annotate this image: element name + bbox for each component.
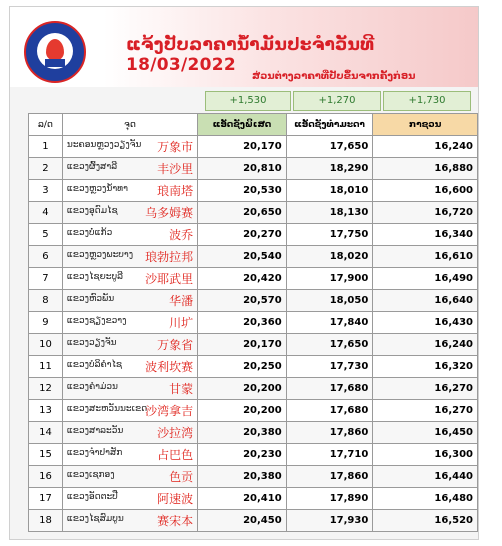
row-number: 3 [29, 180, 63, 202]
price-col-c: 16,520 [373, 510, 478, 532]
price-col-b: 18,050 [286, 290, 373, 312]
province-name-chinese: 沙耶武里 [145, 272, 194, 286]
price-col-c: 16,720 [373, 202, 478, 224]
table-row [29, 268, 478, 290]
province-cell [62, 268, 197, 290]
price-col-c: 16,240 [373, 334, 478, 356]
province-name-lao: ແຂວງຜົ້ງສາລີ [66, 162, 118, 172]
table-row [29, 466, 478, 488]
price-col-c: 16,490 [373, 268, 478, 290]
price-col-a: 20,200 [198, 378, 287, 400]
row-number: 6 [29, 246, 63, 268]
price-col-b: 17,680 [286, 400, 373, 422]
province-name-chinese: 波乔 [169, 228, 194, 242]
price-col-b: 17,650 [286, 334, 373, 356]
table-row [29, 246, 478, 268]
increment-col-c: +1,730 [383, 91, 471, 111]
row-number: 11 [29, 356, 63, 378]
row-number: 4 [29, 202, 63, 224]
province-cell [62, 422, 197, 444]
table-row [29, 224, 478, 246]
price-col-a: 20,380 [198, 466, 287, 488]
price-col-a: 20,270 [198, 224, 287, 246]
table-row [29, 290, 478, 312]
province-cell [62, 136, 197, 158]
province-cell [62, 290, 197, 312]
row-number: 12 [29, 378, 63, 400]
province-name-chinese: 占巴色 [157, 448, 194, 462]
province-cell [62, 158, 197, 180]
province-name-chinese: 万象市 [157, 140, 194, 154]
price-col-b: 17,650 [286, 136, 373, 158]
price-col-a: 20,570 [198, 290, 287, 312]
price-col-a: 20,170 [198, 136, 287, 158]
province-cell [62, 444, 197, 466]
price-col-a: 20,410 [198, 488, 287, 510]
price-col-a: 20,360 [198, 312, 287, 334]
price-col-a: 20,540 [198, 246, 287, 268]
province-name-chinese: 沙拉湾 [157, 426, 194, 440]
price-col-c: 16,610 [373, 246, 478, 268]
province-name-lao: ແຂວງອຸດົມໄຊ [66, 206, 118, 216]
price-col-c: 16,270 [373, 400, 478, 422]
row-number: 2 [29, 158, 63, 180]
price-col-c: 16,430 [373, 312, 478, 334]
page-subtitle: ສ່ວນຕ່າງລາຄາທີ່ປັບຂຶ້ນຈາກຄັ້ງກ່ອນ [252, 71, 416, 82]
price-col-c: 16,600 [373, 180, 478, 202]
price-col-a: 20,420 [198, 268, 287, 290]
row-number: 13 [29, 400, 63, 422]
province-name-chinese: 阿速波 [157, 492, 194, 506]
table-row [29, 400, 478, 422]
province-name-lao: ແຂວງຊຽງຂວາງ [66, 316, 127, 326]
province-name-chinese: 万象省 [157, 338, 194, 352]
province-name-chinese: 琅南塔 [157, 184, 194, 198]
province-name-chinese: 华潘 [169, 294, 194, 308]
price-col-c: 16,270 [373, 378, 478, 400]
province-cell [62, 510, 197, 532]
province-cell [62, 246, 197, 268]
price-col-a: 20,250 [198, 356, 287, 378]
table-row [29, 422, 478, 444]
table-row [29, 356, 478, 378]
header-province: ຈຸດ [62, 114, 197, 136]
price-col-a: 20,530 [198, 180, 287, 202]
row-number: 5 [29, 224, 63, 246]
price-col-c: 16,320 [373, 356, 478, 378]
table-row [29, 180, 478, 202]
province-name-lao: ນະຄອນຫຼວງວຽງຈັນ [66, 140, 142, 150]
price-col-b: 17,890 [286, 488, 373, 510]
price-col-b: 17,730 [286, 356, 373, 378]
province-name-lao: ແຂວງໄຊຍະບູລີ [66, 272, 123, 282]
price-col-b: 17,840 [286, 312, 373, 334]
table-row [29, 444, 478, 466]
price-col-a: 20,450 [198, 510, 287, 532]
province-name-lao: ແຂວງບໍລິຄຳໄຊ [66, 360, 123, 370]
province-name-lao: ແຂວງຫົວພັນ [66, 294, 115, 304]
price-col-c: 16,300 [373, 444, 478, 466]
province-cell [62, 202, 197, 224]
price-col-a: 20,650 [198, 202, 287, 224]
province-cell [62, 356, 197, 378]
row-number: 15 [29, 444, 63, 466]
row-number: 8 [29, 290, 63, 312]
price-col-a: 20,170 [198, 334, 287, 356]
table-row [29, 378, 478, 400]
row-number: 7 [29, 268, 63, 290]
price-col-b: 17,750 [286, 224, 373, 246]
price-col-b: 17,680 [286, 378, 373, 400]
header-no: ລ/ດ [29, 114, 63, 136]
table-row [29, 488, 478, 510]
province-name-lao: ແຂວງຫຼວງພະບາງ [66, 250, 134, 260]
price-col-b: 17,930 [286, 510, 373, 532]
province-name-lao: ແຂວງຈຳປາສັກ [66, 448, 123, 458]
company-logo [24, 21, 86, 83]
price-col-b: 17,900 [286, 268, 373, 290]
price-sheet [9, 6, 479, 540]
row-number: 10 [29, 334, 63, 356]
table-row [29, 510, 478, 532]
price-col-b: 18,020 [286, 246, 373, 268]
price-col-c: 16,450 [373, 422, 478, 444]
price-col-c: 16,240 [373, 136, 478, 158]
header-col-b: ແອັດຊັງທຳມະດາ [286, 114, 373, 136]
province-cell [62, 400, 197, 422]
province-name-lao: ແຂວງບໍ່ແກ້ວ [66, 228, 113, 238]
row-number: 17 [29, 488, 63, 510]
row-number: 9 [29, 312, 63, 334]
province-name-chinese: 沙湾拿吉 [145, 404, 194, 418]
province-name-chinese: 甘蒙 [169, 382, 194, 396]
province-name-lao: ແຂວງຄຳມ່ວນ [66, 382, 118, 392]
province-name-lao: ແຂວງເຊກອງ [66, 470, 115, 480]
row-number: 14 [29, 422, 63, 444]
province-cell [62, 466, 197, 488]
province-cell [62, 180, 197, 202]
province-name-lao: ແຂວງອັດຕະປື [66, 492, 118, 502]
table-row [29, 136, 478, 158]
province-name-lao: ແຂວງສະຫວັນນະເຂດ [66, 404, 148, 414]
increment-col-b: +1,270 [293, 91, 381, 111]
price-col-a: 20,200 [198, 400, 287, 422]
header-col-c: ກາຊວນ [373, 114, 478, 136]
price-col-b: 18,290 [286, 158, 373, 180]
province-cell [62, 378, 197, 400]
province-cell [62, 224, 197, 246]
province-name-chinese: 川圹 [169, 316, 194, 330]
price-col-c: 16,440 [373, 466, 478, 488]
province-name-lao: ແຂວງວຽງຈັນ [66, 338, 117, 348]
price-col-c: 16,340 [373, 224, 478, 246]
page-title: ແຈ້ງປັບລາຄານ້ຳມັນປະຈຳວັນທີ 18/03/2022 [126, 35, 375, 75]
province-cell [62, 488, 197, 510]
price-col-b: 18,130 [286, 202, 373, 224]
province-name-chinese: 赛宋本 [157, 514, 194, 528]
price-col-c: 16,480 [373, 488, 478, 510]
province-cell [62, 334, 197, 356]
province-name-chinese: 琅勃拉邦 [145, 250, 194, 264]
table-row [29, 202, 478, 224]
fuel-price-table [28, 113, 478, 532]
increment-col-a: +1,530 [205, 91, 291, 111]
province-name-chinese: 色贡 [169, 470, 194, 484]
province-name-chinese: 波利坎赛 [145, 360, 194, 374]
price-col-a: 20,810 [198, 158, 287, 180]
price-col-a: 20,380 [198, 422, 287, 444]
table-row [29, 158, 478, 180]
table-header-row [29, 114, 478, 136]
row-number: 18 [29, 510, 63, 532]
province-name-chinese: 乌多姆赛 [145, 206, 194, 220]
province-name-lao: ແຂວງໄຊສົມບູນ [66, 514, 124, 524]
price-col-b: 17,860 [286, 422, 373, 444]
table-row [29, 312, 478, 334]
row-number: 1 [29, 136, 63, 158]
price-col-a: 20,230 [198, 444, 287, 466]
table-row [29, 334, 478, 356]
price-col-c: 16,880 [373, 158, 478, 180]
province-name-lao: ແຂວງສາລະວັນ [66, 426, 124, 436]
province-name-chinese: 丰沙里 [157, 162, 194, 176]
price-col-b: 17,710 [286, 444, 373, 466]
price-col-c: 16,640 [373, 290, 478, 312]
price-col-b: 17,860 [286, 466, 373, 488]
header-col-a: ແອັດຊັງພິເສດ [198, 114, 287, 136]
price-col-b: 18,010 [286, 180, 373, 202]
logo-base [45, 59, 65, 67]
fuel-drop-icon [46, 39, 64, 61]
province-name-lao: ແຂວງຫຼວງນ້ຳທາ [66, 184, 128, 194]
header-banner [10, 7, 478, 87]
row-number: 16 [29, 466, 63, 488]
province-cell [62, 312, 197, 334]
